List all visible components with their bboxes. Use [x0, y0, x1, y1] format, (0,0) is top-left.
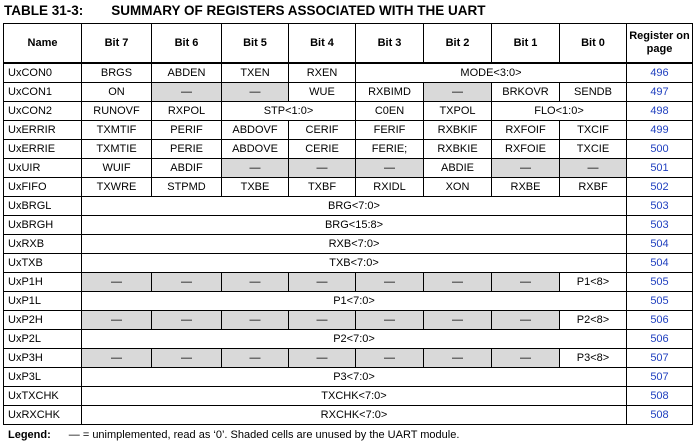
table-row: [4, 178, 693, 197]
bit-cell: P1<8>: [560, 273, 627, 292]
table-row: [4, 216, 693, 235]
bit-field-cell: P1<7:0>: [82, 292, 627, 311]
bit-cell: BRKOVR: [492, 83, 560, 102]
bit-cell: TXBE: [222, 178, 289, 197]
register-summary-table: [3, 23, 693, 425]
register-page-link[interactable]: 502: [627, 178, 693, 197]
unimplemented-bit-cell: —: [289, 273, 356, 292]
bit-cell: TXWRE: [82, 178, 152, 197]
bit-cell: PERIF: [152, 121, 222, 140]
unimplemented-bit-cell: —: [152, 349, 222, 368]
register-page-link[interactable]: 503: [627, 216, 693, 235]
bit-cell: TXMTIE: [82, 140, 152, 159]
table-row: [4, 387, 693, 406]
legend-label: Legend:: [8, 429, 51, 441]
register-name: UxP1H: [4, 273, 82, 292]
register-name: UxCON0: [4, 63, 82, 83]
bit-cell: TXBF: [289, 178, 356, 197]
unimplemented-bit-cell: —: [222, 311, 289, 330]
register-page-link[interactable]: 507: [627, 349, 693, 368]
register-page-link[interactable]: 500: [627, 140, 693, 159]
bit-cell: RXBKIE: [424, 140, 492, 159]
bit-cell: ABDOVF: [222, 121, 289, 140]
header-bit1: Bit 1: [492, 24, 560, 64]
register-page-link[interactable]: 506: [627, 311, 693, 330]
header-register-page: Register on page: [627, 24, 693, 64]
unimplemented-bit-cell: —: [222, 159, 289, 178]
unimplemented-bit-cell: —: [222, 273, 289, 292]
table-row: [4, 140, 693, 159]
unimplemented-bit-cell: —: [289, 311, 356, 330]
table-row: [4, 349, 693, 368]
header-bit7: Bit 7: [82, 24, 152, 64]
unimplemented-bit-cell: —: [152, 311, 222, 330]
register-name: UxCON1: [4, 83, 82, 102]
register-name: UxERRIE: [4, 140, 82, 159]
table-row: [4, 330, 693, 349]
register-page-link[interactable]: 505: [627, 273, 693, 292]
register-name: UxRXB: [4, 235, 82, 254]
bit-cell: WUE: [289, 83, 356, 102]
register-name: UxRXCHK: [4, 406, 82, 425]
bit-cell: RXPOL: [152, 102, 222, 121]
unimplemented-bit-cell: —: [560, 159, 627, 178]
bit-cell: RXBF: [560, 178, 627, 197]
header-name: Name: [4, 24, 82, 64]
table-row: [4, 159, 693, 178]
bit-cell: RUNOVF: [82, 102, 152, 121]
bit-cell: SENDB: [560, 83, 627, 102]
table-row: [4, 292, 693, 311]
bit-field-cell: TXB<7:0>: [82, 254, 627, 273]
bit-cell: ABDOVE: [222, 140, 289, 159]
bit-cell: CERIE: [289, 140, 356, 159]
unimplemented-bit-cell: —: [492, 349, 560, 368]
unimplemented-bit-cell: —: [492, 273, 560, 292]
table-row: [4, 368, 693, 387]
unimplemented-bit-cell: —: [222, 349, 289, 368]
register-name: UxERRIR: [4, 121, 82, 140]
header-bit4: Bit 4: [289, 24, 356, 64]
bit-cell: ON: [82, 83, 152, 102]
bit-cell: P3<8>: [560, 349, 627, 368]
register-page-link[interactable]: 507: [627, 368, 693, 387]
bit-cell: TXEN: [222, 63, 289, 83]
bit-field-cell: P2<7:0>: [82, 330, 627, 349]
table-row: [4, 197, 693, 216]
register-name: UxBRGL: [4, 197, 82, 216]
register-page-link[interactable]: 505: [627, 292, 693, 311]
bit-field-cell: TXCHK<7:0>: [82, 387, 627, 406]
bit-cell: P2<8>: [560, 311, 627, 330]
register-page-link[interactable]: 497: [627, 83, 693, 102]
table-row: [4, 406, 693, 425]
bit-cell: PERIE: [152, 140, 222, 159]
register-page-link[interactable]: 506: [627, 330, 693, 349]
unimplemented-bit-cell: —: [289, 159, 356, 178]
bit-field-cell: BRG<15:8>: [82, 216, 627, 235]
table-row: [4, 121, 693, 140]
header-row: [4, 24, 693, 64]
bit-cell: RXFOIF: [492, 121, 560, 140]
table-row: [4, 311, 693, 330]
header-bit6: Bit 6: [152, 24, 222, 64]
bit-cell: CERIF: [289, 121, 356, 140]
table-row: [4, 102, 693, 121]
table-caption: SUMMARY OF REGISTERS ASSOCIATED WITH THE UART: [111, 3, 486, 18]
register-page-link[interactable]: 504: [627, 235, 693, 254]
bit-cell: TXCIE: [560, 140, 627, 159]
unimplemented-bit-cell: —: [356, 159, 424, 178]
unimplemented-bit-cell: —: [82, 273, 152, 292]
unimplemented-bit-cell: —: [82, 311, 152, 330]
bit-cell: ABDIF: [152, 159, 222, 178]
register-name: UxBRGH: [4, 216, 82, 235]
unimplemented-bit-cell: —: [82, 349, 152, 368]
unimplemented-bit-cell: —: [289, 349, 356, 368]
bit-cell: WUIF: [82, 159, 152, 178]
bit-cell: RXBIMD: [356, 83, 424, 102]
bit-cell: RXEN: [289, 63, 356, 83]
bit-cell: RXFOIE: [492, 140, 560, 159]
unimplemented-bit-cell: —: [424, 349, 492, 368]
register-name: UxP1L: [4, 292, 82, 311]
bit-cell: RXIDL: [356, 178, 424, 197]
bit-cell: ABDIE: [424, 159, 492, 178]
register-name: UxTXB: [4, 254, 82, 273]
register-name: UxCON2: [4, 102, 82, 121]
unimplemented-bit-cell: —: [424, 273, 492, 292]
bit-field-cell: MODE<3:0>: [356, 63, 627, 83]
bit-cell: XON: [424, 178, 492, 197]
register-page-link[interactable]: 508: [627, 387, 693, 406]
register-name: UxP3H: [4, 349, 82, 368]
header-bit5: Bit 5: [222, 24, 289, 64]
header-bit2: Bit 2: [424, 24, 492, 64]
table-number: TABLE 31-3:: [4, 3, 84, 18]
register-page-link[interactable]: 508: [627, 406, 693, 425]
register-name: UxP2L: [4, 330, 82, 349]
bit-cell: FERIE;: [356, 140, 424, 159]
bit-field-cell: P3<7:0>: [82, 368, 627, 387]
header-bit3: Bit 3: [356, 24, 424, 64]
table-row: [4, 63, 693, 83]
bit-field-cell: FLO<1:0>: [492, 102, 627, 121]
unimplemented-bit-cell: —: [152, 83, 222, 102]
bit-cell: FERIF: [356, 121, 424, 140]
register-page-link[interactable]: 498: [627, 102, 693, 121]
register-name: UxP2H: [4, 311, 82, 330]
register-page-link[interactable]: 499: [627, 121, 693, 140]
bit-field-cell: RXCHK<7:0>: [82, 406, 627, 425]
table-row: [4, 235, 693, 254]
bit-cell: ABDEN: [152, 63, 222, 83]
register-name: UxTXCHK: [4, 387, 82, 406]
header-bit0: Bit 0: [560, 24, 627, 64]
register-page-link[interactable]: 496: [627, 63, 693, 83]
unimplemented-bit-cell: —: [424, 83, 492, 102]
bit-field-cell: STP<1:0>: [222, 102, 356, 121]
legend-text: — = unimplemented, read as ‘0’. Shaded cells are unused by the UART module.: [68, 429, 460, 441]
register-rows: [4, 63, 693, 425]
table-row: [4, 273, 693, 292]
unimplemented-bit-cell: —: [152, 273, 222, 292]
unimplemented-bit-cell: —: [356, 273, 424, 292]
unimplemented-bit-cell: —: [492, 159, 560, 178]
unimplemented-bit-cell: —: [492, 311, 560, 330]
bit-cell: RXBE: [492, 178, 560, 197]
legend: [8, 429, 459, 441]
table-row: [4, 254, 693, 273]
bit-field-cell: BRG<7:0>: [82, 197, 627, 216]
register-name: UxP3L: [4, 368, 82, 387]
bit-field-cell: RXB<7:0>: [82, 235, 627, 254]
table-title: [4, 3, 486, 21]
bit-cell: C0EN: [356, 102, 424, 121]
unimplemented-bit-cell: —: [356, 349, 424, 368]
unimplemented-bit-cell: —: [424, 311, 492, 330]
table-row: [4, 83, 693, 102]
register-page-link[interactable]: 503: [627, 197, 693, 216]
unimplemented-bit-cell: —: [222, 83, 289, 102]
unimplemented-bit-cell: —: [356, 311, 424, 330]
register-name: UxFIFO: [4, 178, 82, 197]
bit-cell: TXCIF: [560, 121, 627, 140]
bit-cell: RXBKIF: [424, 121, 492, 140]
bit-cell: TXMTIF: [82, 121, 152, 140]
bit-cell: TXPOL: [424, 102, 492, 121]
register-name: UxUIR: [4, 159, 82, 178]
bit-cell: BRGS: [82, 63, 152, 83]
bit-cell: STPMD: [152, 178, 222, 197]
register-page-link[interactable]: 501: [627, 159, 693, 178]
register-page-link[interactable]: 504: [627, 254, 693, 273]
